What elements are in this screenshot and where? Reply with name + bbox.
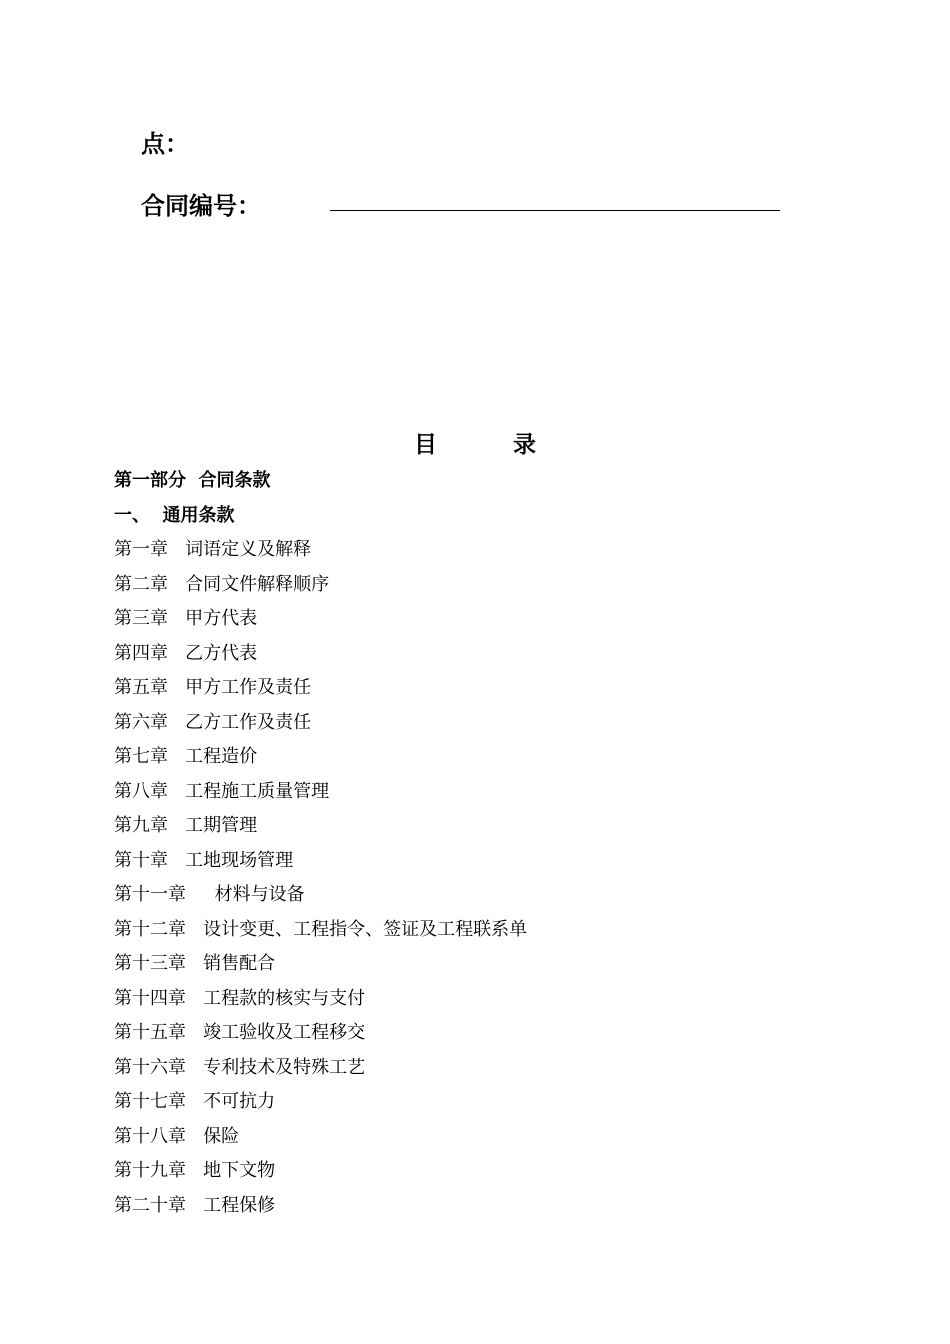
contract-number-field[interactable] bbox=[330, 210, 780, 211]
toc-chapter-12: 第十二章 设计变更、工程指令、签证及工程联系单 bbox=[114, 918, 528, 940]
toc-chapter-11: 第十一章 材料与设备 bbox=[114, 884, 305, 905]
toc-chapter-13: 第十三章 销售配合 bbox=[114, 953, 276, 974]
toc-chapter-4: 第四章 乙方代表 bbox=[114, 642, 258, 664]
toc-part-heading: 第一部分 合同条款 bbox=[114, 470, 271, 491]
toc-chapter-20: 第二十章 工程保修 bbox=[114, 1194, 276, 1216]
toc-chapter-6: 第六章 乙方工作及责任 bbox=[114, 711, 312, 733]
place-label: 点： bbox=[141, 130, 189, 158]
contract-number-label: 合同编号： bbox=[141, 192, 261, 220]
toc-chapter-16: 第十六章 专利技术及特殊工艺 bbox=[114, 1056, 366, 1078]
toc-chapter-15: 第十五章 竣工验收及工程移交 bbox=[114, 1022, 366, 1043]
toc-section-heading: 一、 通用条款 bbox=[114, 504, 235, 526]
toc-chapter-2: 第二章 合同文件解释顺序 bbox=[114, 573, 330, 595]
toc-chapter-7: 第七章 工程造价 bbox=[114, 746, 258, 767]
toc-chapter-19: 第十九章 地下文物 bbox=[114, 1160, 276, 1181]
toc-chapter-8: 第八章 工程施工质量管理 bbox=[114, 780, 330, 802]
toc-chapter-1: 第一章 词语定义及解释 bbox=[114, 539, 312, 560]
toc-chapter-9: 第九章 工期管理 bbox=[114, 815, 258, 836]
toc-chapter-3: 第三章 甲方代表 bbox=[114, 608, 258, 629]
toc-chapter-5: 第五章 甲方工作及责任 bbox=[114, 677, 312, 698]
toc-title: 目 录 bbox=[413, 432, 570, 458]
toc-chapter-14: 第十四章 工程款的核实与支付 bbox=[114, 987, 366, 1009]
toc-chapter-10: 第十章 工地现场管理 bbox=[114, 849, 294, 871]
toc-chapter-18: 第十八章 保险 bbox=[114, 1125, 240, 1147]
toc-list bbox=[114, 464, 527, 1223]
toc-chapter-17: 第十七章 不可抗力 bbox=[114, 1091, 276, 1112]
